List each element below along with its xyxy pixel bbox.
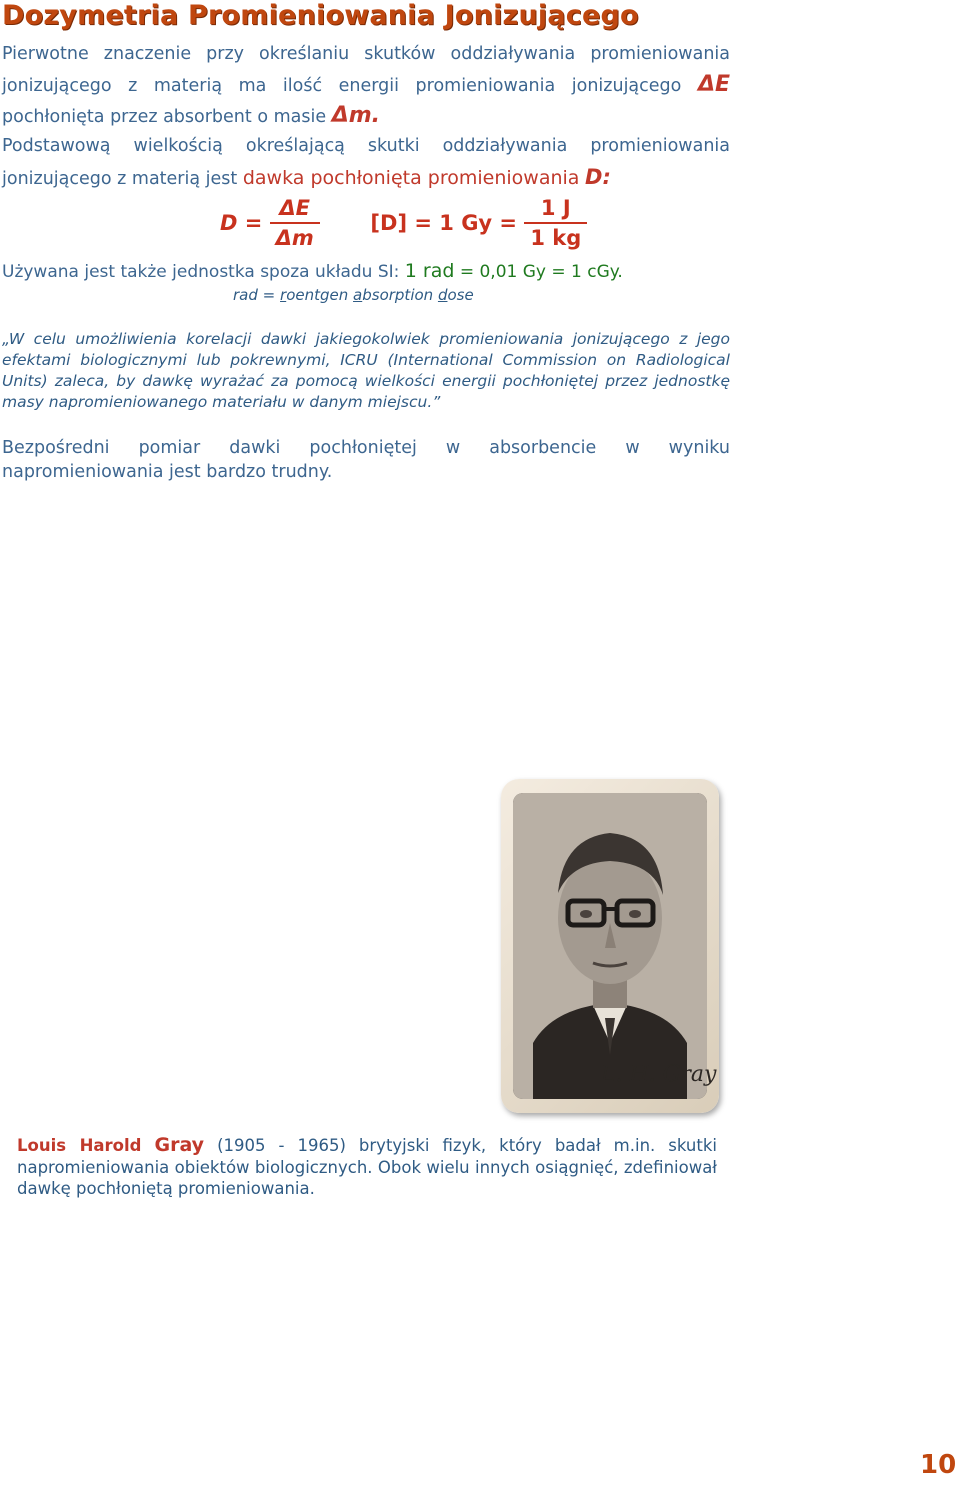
page-number: 10 bbox=[920, 1450, 957, 1480]
formula-numerator: ΔE bbox=[270, 196, 320, 224]
rad-equivalence: = 0,01 Gy = 1 cGy. bbox=[459, 262, 623, 282]
caption-surname: Gray bbox=[154, 1134, 205, 1156]
measurement-paragraph: Bezpośredni pomiar dawki pochłoniętej w absorbencie w wyniku napromieniowania jest bardzo trudny. bbox=[2, 438, 730, 482]
units-text: Używana jest także jednostka spoza układu SI: bbox=[2, 262, 400, 282]
unit-fraction bbox=[524, 196, 587, 250]
delta-m-symbol: Δm. bbox=[331, 103, 380, 128]
portrait-frame bbox=[501, 779, 719, 1113]
rad-definition bbox=[233, 286, 474, 304]
para1-text2: pochłonięta przez absorbent o masie bbox=[2, 107, 327, 127]
icru-quote: „W celu umożliwienia korelacji dawki jakiegokolwiek promieniowania jonizującego z jego efektami biologicznymi lub pokrewnymi, ICRU (International Commission on Radiological Units) zaleca, by dawkę wyrażać za pomocą wielkości energii pochłoniętej przez jednostkę masy napromieniowanego materiału w danym miejscu.” bbox=[2, 330, 730, 411]
unit-denominator: 1 kg bbox=[530, 226, 582, 250]
formula-fraction bbox=[270, 196, 320, 250]
paragraph-energy bbox=[2, 39, 730, 133]
para2-text1: Podstawową wielkością określającą skutki oddziaływania promieniowania jonizującego z materią jest bbox=[2, 136, 730, 189]
caption-first-name: Louis Harold bbox=[17, 1136, 142, 1155]
rad-def-r: r bbox=[280, 286, 287, 304]
rad-def-a-rest: bsorption bbox=[362, 286, 438, 304]
rad-def-r-rest: oentgen bbox=[286, 286, 354, 304]
dose-formula bbox=[220, 196, 587, 250]
rad-value: 1 rad bbox=[404, 260, 455, 282]
d-symbol: D: bbox=[585, 164, 611, 189]
formula-denominator: Δm bbox=[275, 226, 314, 250]
portrait-illustration bbox=[513, 793, 707, 1099]
rad-def-d: d bbox=[437, 286, 448, 304]
rad-unit-line bbox=[2, 260, 623, 282]
portrait-caption bbox=[17, 1135, 717, 1200]
rad-def-rad: rad bbox=[233, 286, 258, 304]
rad-def-eq: = bbox=[262, 286, 276, 304]
rad-def-d-rest: ose bbox=[447, 286, 474, 304]
absorbed-dose-highlight: dawka pochłonięta promieniowania bbox=[242, 166, 580, 189]
portrait-photo bbox=[513, 793, 707, 1099]
caption-text: (1905 - 1965) brytyjski fizyk, który badał m.in. skutki napromieniowania obiektów biologicznych. Obok wielu innych osiągnięć, zdefiniował dawkę pochłoniętą promieniowania. bbox=[17, 1136, 718, 1198]
page-title: Dozymetria Promieniowania Jonizującego bbox=[2, 0, 639, 31]
rad-def-a: a bbox=[353, 286, 363, 304]
para1-text1: Pierwotne znaczenie przy określaniu skutków oddziaływania promieniowania jonizującego z materią ma ilość energii promieniowania jonizującego bbox=[2, 44, 730, 96]
paragraph-dose bbox=[2, 131, 730, 194]
gray-signature: L. H. Gray bbox=[601, 1062, 717, 1087]
unit-numerator: 1 J bbox=[524, 196, 587, 224]
unit-formula-lhs: [D] = 1 Gy = bbox=[370, 211, 518, 235]
formula-lhs: D = bbox=[220, 211, 263, 235]
delta-e-symbol: ΔE bbox=[697, 71, 730, 97]
